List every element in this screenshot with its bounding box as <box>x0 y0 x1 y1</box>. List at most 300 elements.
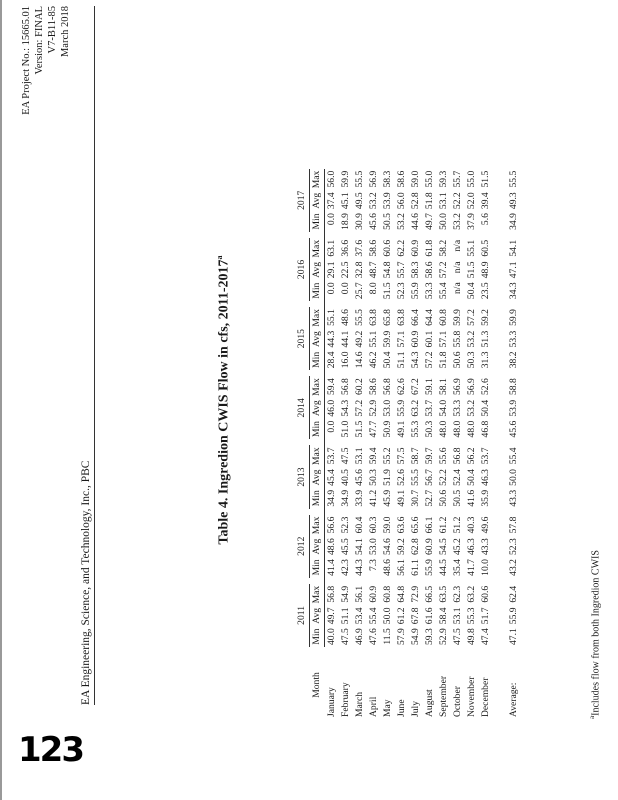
value-cell: 55.0 <box>466 170 477 188</box>
table-row <box>423 169 437 719</box>
value-cell: 50.3 <box>466 351 477 369</box>
value-cell: 57.1 <box>396 330 407 348</box>
value-cell: 63.1 <box>326 239 337 257</box>
stat-header: Min <box>310 488 325 509</box>
value-cell: 25.7 <box>354 282 365 300</box>
value-cell: 47.7 <box>368 420 379 438</box>
value-cell: 55.9 <box>410 282 421 300</box>
value-cell: 45.4 <box>326 469 337 486</box>
value-cell: 61.2 <box>396 607 407 625</box>
value-cell: 54.1 <box>354 538 365 556</box>
value-cell: 44.1 <box>340 330 351 348</box>
value-cell: 51.1 <box>340 607 351 625</box>
year-header: 2011 <box>295 584 310 647</box>
value-cell: 59.9 <box>340 170 351 188</box>
header-date: March 2018 <box>60 6 71 58</box>
stat-header: Max <box>310 584 325 606</box>
value-cell: 10.0 <box>480 559 491 576</box>
value-cell: 54.5 <box>438 538 449 556</box>
header-page-ref: V7-B11-85 <box>47 6 58 54</box>
value-cell: 51.9 <box>382 469 393 486</box>
value-cell: 47.4 <box>480 628 491 645</box>
value-cell: 52.9 <box>438 628 449 645</box>
month-cell: April <box>368 696 379 717</box>
value-cell: 54.8 <box>382 261 393 279</box>
value-cell: 56.0 <box>326 170 337 188</box>
footnote-sup: a <box>588 715 596 719</box>
value-cell: 64.8 <box>396 585 407 603</box>
value-cell: 54.1 <box>508 239 519 257</box>
value-cell: 53.7 <box>480 447 491 465</box>
value-cell: 50.4 <box>466 282 477 300</box>
value-cell: 51.5 <box>382 282 393 300</box>
value-cell: 53.1 <box>354 447 365 465</box>
value-cell: 51.3 <box>480 330 491 348</box>
value-cell: 32.8 <box>354 261 365 279</box>
table-row <box>479 169 493 719</box>
value-cell: 53.2 <box>466 330 477 348</box>
table-row <box>353 169 367 719</box>
value-cell: 47.1 <box>508 628 519 645</box>
stat-header: Min <box>310 349 325 370</box>
value-cell: 11.5 <box>382 628 393 645</box>
value-cell: 66.5 <box>424 585 435 603</box>
stat-header: Avg <box>310 398 325 419</box>
value-cell: 50.6 <box>438 489 449 507</box>
value-cell: 34.9 <box>326 489 337 507</box>
year-header: 2017 <box>295 169 310 232</box>
value-cell: 53.4 <box>354 607 365 625</box>
table-row <box>325 169 340 719</box>
value-cell: 57.2 <box>424 351 435 369</box>
value-cell: 58.6 <box>368 378 379 396</box>
value-cell: n/a <box>452 282 463 294</box>
stat-header: Avg <box>310 605 325 626</box>
value-cell: 58.8 <box>508 378 519 396</box>
value-cell: 55.1 <box>326 309 337 326</box>
value-cell: 72.9 <box>410 585 421 603</box>
value-cell: 47.6 <box>368 628 379 645</box>
value-cell: 56.8 <box>340 378 351 396</box>
value-cell: 60.9 <box>410 239 421 257</box>
value-cell: 50.0 <box>508 469 519 486</box>
value-cell: 50.0 <box>438 213 449 230</box>
value-cell: 56.2 <box>466 447 477 465</box>
value-cell: 0.0 <box>326 282 337 295</box>
stat-header: Min <box>310 626 325 647</box>
value-cell: 45.2 <box>452 538 463 556</box>
value-cell: 59.2 <box>480 309 491 326</box>
value-cell: 53.2 <box>466 399 477 417</box>
value-cell: 58.1 <box>438 378 449 396</box>
value-cell: 60.6 <box>480 585 491 603</box>
value-cell: 48.6 <box>326 538 337 556</box>
value-cell: 50.5 <box>382 213 393 230</box>
value-cell: 34.9 <box>340 489 351 507</box>
value-cell: 52.6 <box>480 378 491 396</box>
stat-header: Min <box>310 280 325 301</box>
value-cell: 63.8 <box>396 309 407 326</box>
value-cell: 65.8 <box>382 309 393 326</box>
value-cell: 30.9 <box>354 213 365 230</box>
value-cell: 53.7 <box>326 447 337 465</box>
value-cell: 50.3 <box>424 420 435 438</box>
value-cell: 60.1 <box>424 330 435 348</box>
value-cell: 0.0 <box>326 420 337 433</box>
value-cell: 39.4 <box>480 192 491 210</box>
value-cell: 52.0 <box>466 192 477 210</box>
value-cell: 55.7 <box>396 261 407 279</box>
value-cell: 49.5 <box>354 192 365 210</box>
value-cell: 59.1 <box>424 378 435 396</box>
value-cell: 29.1 <box>326 261 337 279</box>
value-cell: 61.6 <box>424 607 435 625</box>
value-cell: 63.6 <box>396 516 407 534</box>
header-project-no: EA Project No.: 15665.01 <box>21 6 32 115</box>
value-cell: 60.4 <box>354 516 365 534</box>
value-cell: 52.3 <box>396 282 407 300</box>
value-cell: 56.8 <box>452 447 463 465</box>
value-cell: 58.3 <box>382 170 393 188</box>
value-cell: 51.8 <box>424 192 435 210</box>
value-cell: 55.9 <box>508 607 519 625</box>
value-cell: 40.0 <box>326 628 337 645</box>
value-cell: 45.6 <box>368 213 379 230</box>
month-cell: August <box>424 689 435 717</box>
value-cell: 55.8 <box>452 330 463 348</box>
value-cell: 48.0 <box>452 420 463 438</box>
value-cell: 37.9 <box>466 213 477 230</box>
value-cell: 34.9 <box>508 213 519 230</box>
value-cell: 51.5 <box>466 261 477 279</box>
value-cell: 49.2 <box>354 330 365 348</box>
value-cell: 62.2 <box>396 239 407 257</box>
value-cell: 60.5 <box>480 239 491 257</box>
value-cell: 50.0 <box>382 607 393 625</box>
year-header-row <box>295 169 310 719</box>
value-cell: 54.9 <box>340 585 351 603</box>
stat-header: Max <box>310 169 325 191</box>
year-header: 2015 <box>295 307 310 370</box>
value-cell: 56.1 <box>354 585 365 603</box>
value-cell: 59.2 <box>396 538 407 556</box>
value-cell: 5.6 <box>480 213 491 226</box>
value-cell: n/a <box>452 239 463 252</box>
value-cell: 59.4 <box>326 378 337 396</box>
value-cell: 51.1 <box>396 351 407 369</box>
value-cell: 31.3 <box>480 351 491 369</box>
value-cell: 55.9 <box>396 399 407 417</box>
value-cell: 56.0 <box>396 192 407 210</box>
value-cell: 44.3 <box>354 559 365 576</box>
value-cell: 45.6 <box>508 420 519 438</box>
year-header: 2014 <box>295 376 310 439</box>
value-cell: 46.0 <box>326 399 337 417</box>
value-cell: 60.6 <box>382 239 393 257</box>
value-cell: 55.1 <box>466 239 477 257</box>
value-cell: 44.5 <box>438 559 449 576</box>
value-cell: 59.3 <box>424 628 435 645</box>
value-cell: 52.8 <box>410 192 421 210</box>
value-cell: 35.9 <box>480 489 491 507</box>
value-cell: 57.1 <box>438 330 449 348</box>
value-cell: 51.2 <box>452 516 463 534</box>
value-cell: 50.3 <box>368 469 379 486</box>
value-cell: 53.3 <box>508 330 519 348</box>
value-cell: 57.2 <box>354 399 365 417</box>
stat-header-row <box>310 169 325 719</box>
value-cell: 61.2 <box>438 516 449 534</box>
average-label: Average: <box>508 682 519 717</box>
value-cell: 53.9 <box>382 192 393 210</box>
value-cell: 52.2 <box>452 192 463 210</box>
value-cell: 33.9 <box>354 489 365 507</box>
table-row <box>381 169 395 719</box>
value-cell: 48.6 <box>340 309 351 326</box>
value-cell: 28.4 <box>326 351 337 369</box>
value-cell: 58.3 <box>410 261 421 279</box>
value-cell: 52.2 <box>438 469 449 486</box>
value-cell: 45.9 <box>382 489 393 507</box>
value-cell: 67.2 <box>410 378 421 396</box>
value-cell: 63.8 <box>368 309 379 326</box>
value-cell: 49.6 <box>480 516 491 534</box>
month-cell: October <box>452 686 463 717</box>
value-cell: 48.7 <box>368 261 379 279</box>
value-cell: 49.7 <box>326 607 337 625</box>
value-cell: 60.8 <box>382 585 393 603</box>
value-cell: 0.0 <box>340 282 351 295</box>
value-cell: 56.9 <box>466 378 477 396</box>
value-cell: 50.6 <box>452 351 463 369</box>
stat-header: Max <box>310 515 325 537</box>
value-cell: 53.7 <box>424 399 435 417</box>
value-cell: 30.7 <box>410 489 421 507</box>
value-cell: 63.2 <box>466 585 477 603</box>
value-cell: 47.1 <box>508 261 519 279</box>
value-cell: 46.2 <box>368 351 379 369</box>
value-cell: 18.9 <box>340 213 351 230</box>
value-cell: 52.3 <box>340 516 351 534</box>
value-cell: 51.5 <box>354 420 365 438</box>
value-cell: 8.0 <box>368 282 379 295</box>
value-cell: 66.1 <box>424 516 435 534</box>
value-cell: 48.9 <box>480 261 491 279</box>
value-cell: 60.9 <box>410 330 421 348</box>
value-cell: 55.6 <box>438 447 449 465</box>
table-row <box>409 169 423 719</box>
value-cell: 48.6 <box>382 559 393 576</box>
value-cell: 54.3 <box>410 351 421 369</box>
value-cell: 35.4 <box>452 559 463 576</box>
value-cell: 57.2 <box>466 309 477 326</box>
value-cell: 56.9 <box>452 378 463 396</box>
value-cell: 52.6 <box>396 469 407 486</box>
value-cell: 56.6 <box>326 516 337 534</box>
value-cell: 64.4 <box>424 309 435 326</box>
value-cell: 7.3 <box>368 559 379 572</box>
value-cell: 54.0 <box>438 399 449 417</box>
month-column-header: Month <box>311 672 322 698</box>
table-row <box>451 169 465 719</box>
value-cell: 53.0 <box>368 538 379 556</box>
value-cell: 55.3 <box>410 420 421 438</box>
value-cell: 40.3 <box>466 516 477 534</box>
value-cell: 46.9 <box>354 628 365 645</box>
value-cell: 41.6 <box>466 489 477 507</box>
stat-header: Avg <box>310 329 325 350</box>
stat-header: Max <box>310 445 325 467</box>
value-cell: 52.3 <box>508 538 519 556</box>
month-cell: January <box>325 687 337 717</box>
value-cell: 60.9 <box>368 585 379 603</box>
stat-header: Min <box>310 419 325 440</box>
value-cell: 66.4 <box>410 309 421 326</box>
value-cell: 58.6 <box>424 261 435 279</box>
value-cell: 45.1 <box>340 192 351 210</box>
value-cell: 58.4 <box>438 607 449 625</box>
value-cell: 41.2 <box>368 489 379 507</box>
month-cell: June <box>396 699 407 717</box>
value-cell: 52.4 <box>452 469 463 486</box>
value-cell: 56.8 <box>382 378 393 396</box>
value-cell: 47.5 <box>340 628 351 645</box>
value-cell: 56.8 <box>326 585 337 603</box>
value-cell: 50.9 <box>382 420 393 438</box>
value-cell: 56.1 <box>396 559 407 576</box>
value-cell: 51.5 <box>480 170 491 188</box>
value-cell: 48.0 <box>466 420 477 438</box>
value-cell: 49.7 <box>424 213 435 230</box>
value-cell: 37.6 <box>354 239 365 257</box>
value-cell: 43.2 <box>508 559 519 576</box>
value-cell: 55.4 <box>368 607 379 625</box>
value-cell: 58.2 <box>438 239 449 257</box>
value-cell: 0.0 <box>326 213 337 226</box>
value-cell: 40.5 <box>340 469 351 486</box>
year-header: 2016 <box>295 238 310 301</box>
table-title-sup: a <box>215 255 224 260</box>
value-cell: 59.9 <box>508 309 519 326</box>
header-version: Version: FINAL <box>34 6 45 75</box>
value-cell: 55.4 <box>438 282 449 300</box>
value-cell: 53.3 <box>452 399 463 417</box>
table-title <box>215 0 233 800</box>
footnote-text: Includes flow from both Ingredion CWIS <box>590 550 602 716</box>
value-cell: 50.4 <box>480 399 491 417</box>
value-cell: 60.9 <box>424 538 435 556</box>
value-cell: 55.7 <box>452 170 463 188</box>
value-cell: 34.3 <box>508 282 519 300</box>
value-cell: 23.5 <box>480 282 491 300</box>
value-cell: 46.3 <box>480 469 491 486</box>
value-cell: 52.9 <box>368 399 379 417</box>
header-rule <box>94 6 95 705</box>
value-cell: 53.3 <box>424 282 435 300</box>
value-cell: 54.9 <box>410 628 421 645</box>
value-cell: 50.4 <box>382 351 393 369</box>
value-cell: 53.0 <box>382 399 393 417</box>
table-row <box>395 169 409 719</box>
value-cell: 60.3 <box>368 516 379 534</box>
value-cell: 46.8 <box>480 420 491 438</box>
value-cell: 36.6 <box>340 239 351 257</box>
stat-header: Avg <box>310 190 325 211</box>
value-cell: 55.9 <box>424 559 435 576</box>
month-cell: December <box>480 677 491 717</box>
value-cell: 57.2 <box>438 261 449 279</box>
value-cell: 38.2 <box>508 351 519 369</box>
value-cell: 65.6 <box>410 516 421 534</box>
value-cell: 55.5 <box>354 170 365 188</box>
value-cell: 55.5 <box>410 469 421 486</box>
month-cell: February <box>340 682 351 717</box>
month-cell: May <box>382 699 393 717</box>
value-cell: 54.3 <box>340 399 351 417</box>
value-cell: 59.7 <box>424 447 435 465</box>
header-company: EA Engineering, Science, and Technology, Inc., PBC <box>80 460 92 705</box>
year-header: 2012 <box>295 515 310 578</box>
value-cell: 54.6 <box>382 538 393 556</box>
value-cell: 57.9 <box>396 628 407 645</box>
value-cell: 16.0 <box>340 351 351 369</box>
value-cell: 44.6 <box>410 213 421 230</box>
value-cell: 51.7 <box>480 607 491 625</box>
value-cell: 53.2 <box>452 213 463 230</box>
footnote <box>588 550 601 719</box>
table-row <box>437 169 451 719</box>
value-cell: 59.0 <box>410 170 421 188</box>
value-cell: 61.8 <box>424 239 435 257</box>
value-cell: 49.1 <box>396 489 407 507</box>
value-cell: 58.6 <box>368 239 379 257</box>
value-cell: 67.8 <box>410 607 421 625</box>
value-cell: 42.3 <box>340 559 351 576</box>
value-cell: 55.1 <box>368 330 379 348</box>
value-cell: 59.4 <box>368 447 379 465</box>
value-cell: 55.2 <box>382 447 393 465</box>
value-cell: 41.7 <box>466 559 477 576</box>
value-cell: 59.3 <box>438 170 449 188</box>
month-cell: November <box>466 676 477 717</box>
value-cell: 47.5 <box>340 447 351 465</box>
year-header: 2013 <box>295 445 310 508</box>
value-cell: 47.5 <box>452 628 463 645</box>
value-cell: 56.9 <box>368 170 379 188</box>
value-cell: 37.4 <box>326 192 337 210</box>
stat-header: Avg <box>310 259 325 280</box>
stat-header: Max <box>310 376 325 398</box>
value-cell: 14.6 <box>354 351 365 369</box>
value-cell: 46.3 <box>466 538 477 556</box>
value-cell: 59.0 <box>382 516 393 534</box>
stat-header: Min <box>310 211 325 232</box>
table-title-text: Table 4. Ingredion CWIS Flow in cfs, 2011-2017 <box>216 259 232 545</box>
value-cell: 58.6 <box>396 170 407 188</box>
value-cell: n/a <box>452 261 463 274</box>
value-cell: 59.9 <box>452 309 463 326</box>
value-cell: 49.3 <box>508 192 519 210</box>
value-cell: 43.3 <box>480 538 491 556</box>
value-cell: 63.2 <box>410 399 421 417</box>
stat-header: Min <box>310 557 325 578</box>
value-cell: 62.6 <box>396 378 407 396</box>
value-cell: 49.8 <box>466 628 477 645</box>
handwritten-page-number: 123 <box>18 730 83 770</box>
stat-header: Avg <box>310 467 325 488</box>
value-cell: 59.9 <box>382 330 393 348</box>
value-cell: 53.1 <box>452 607 463 625</box>
